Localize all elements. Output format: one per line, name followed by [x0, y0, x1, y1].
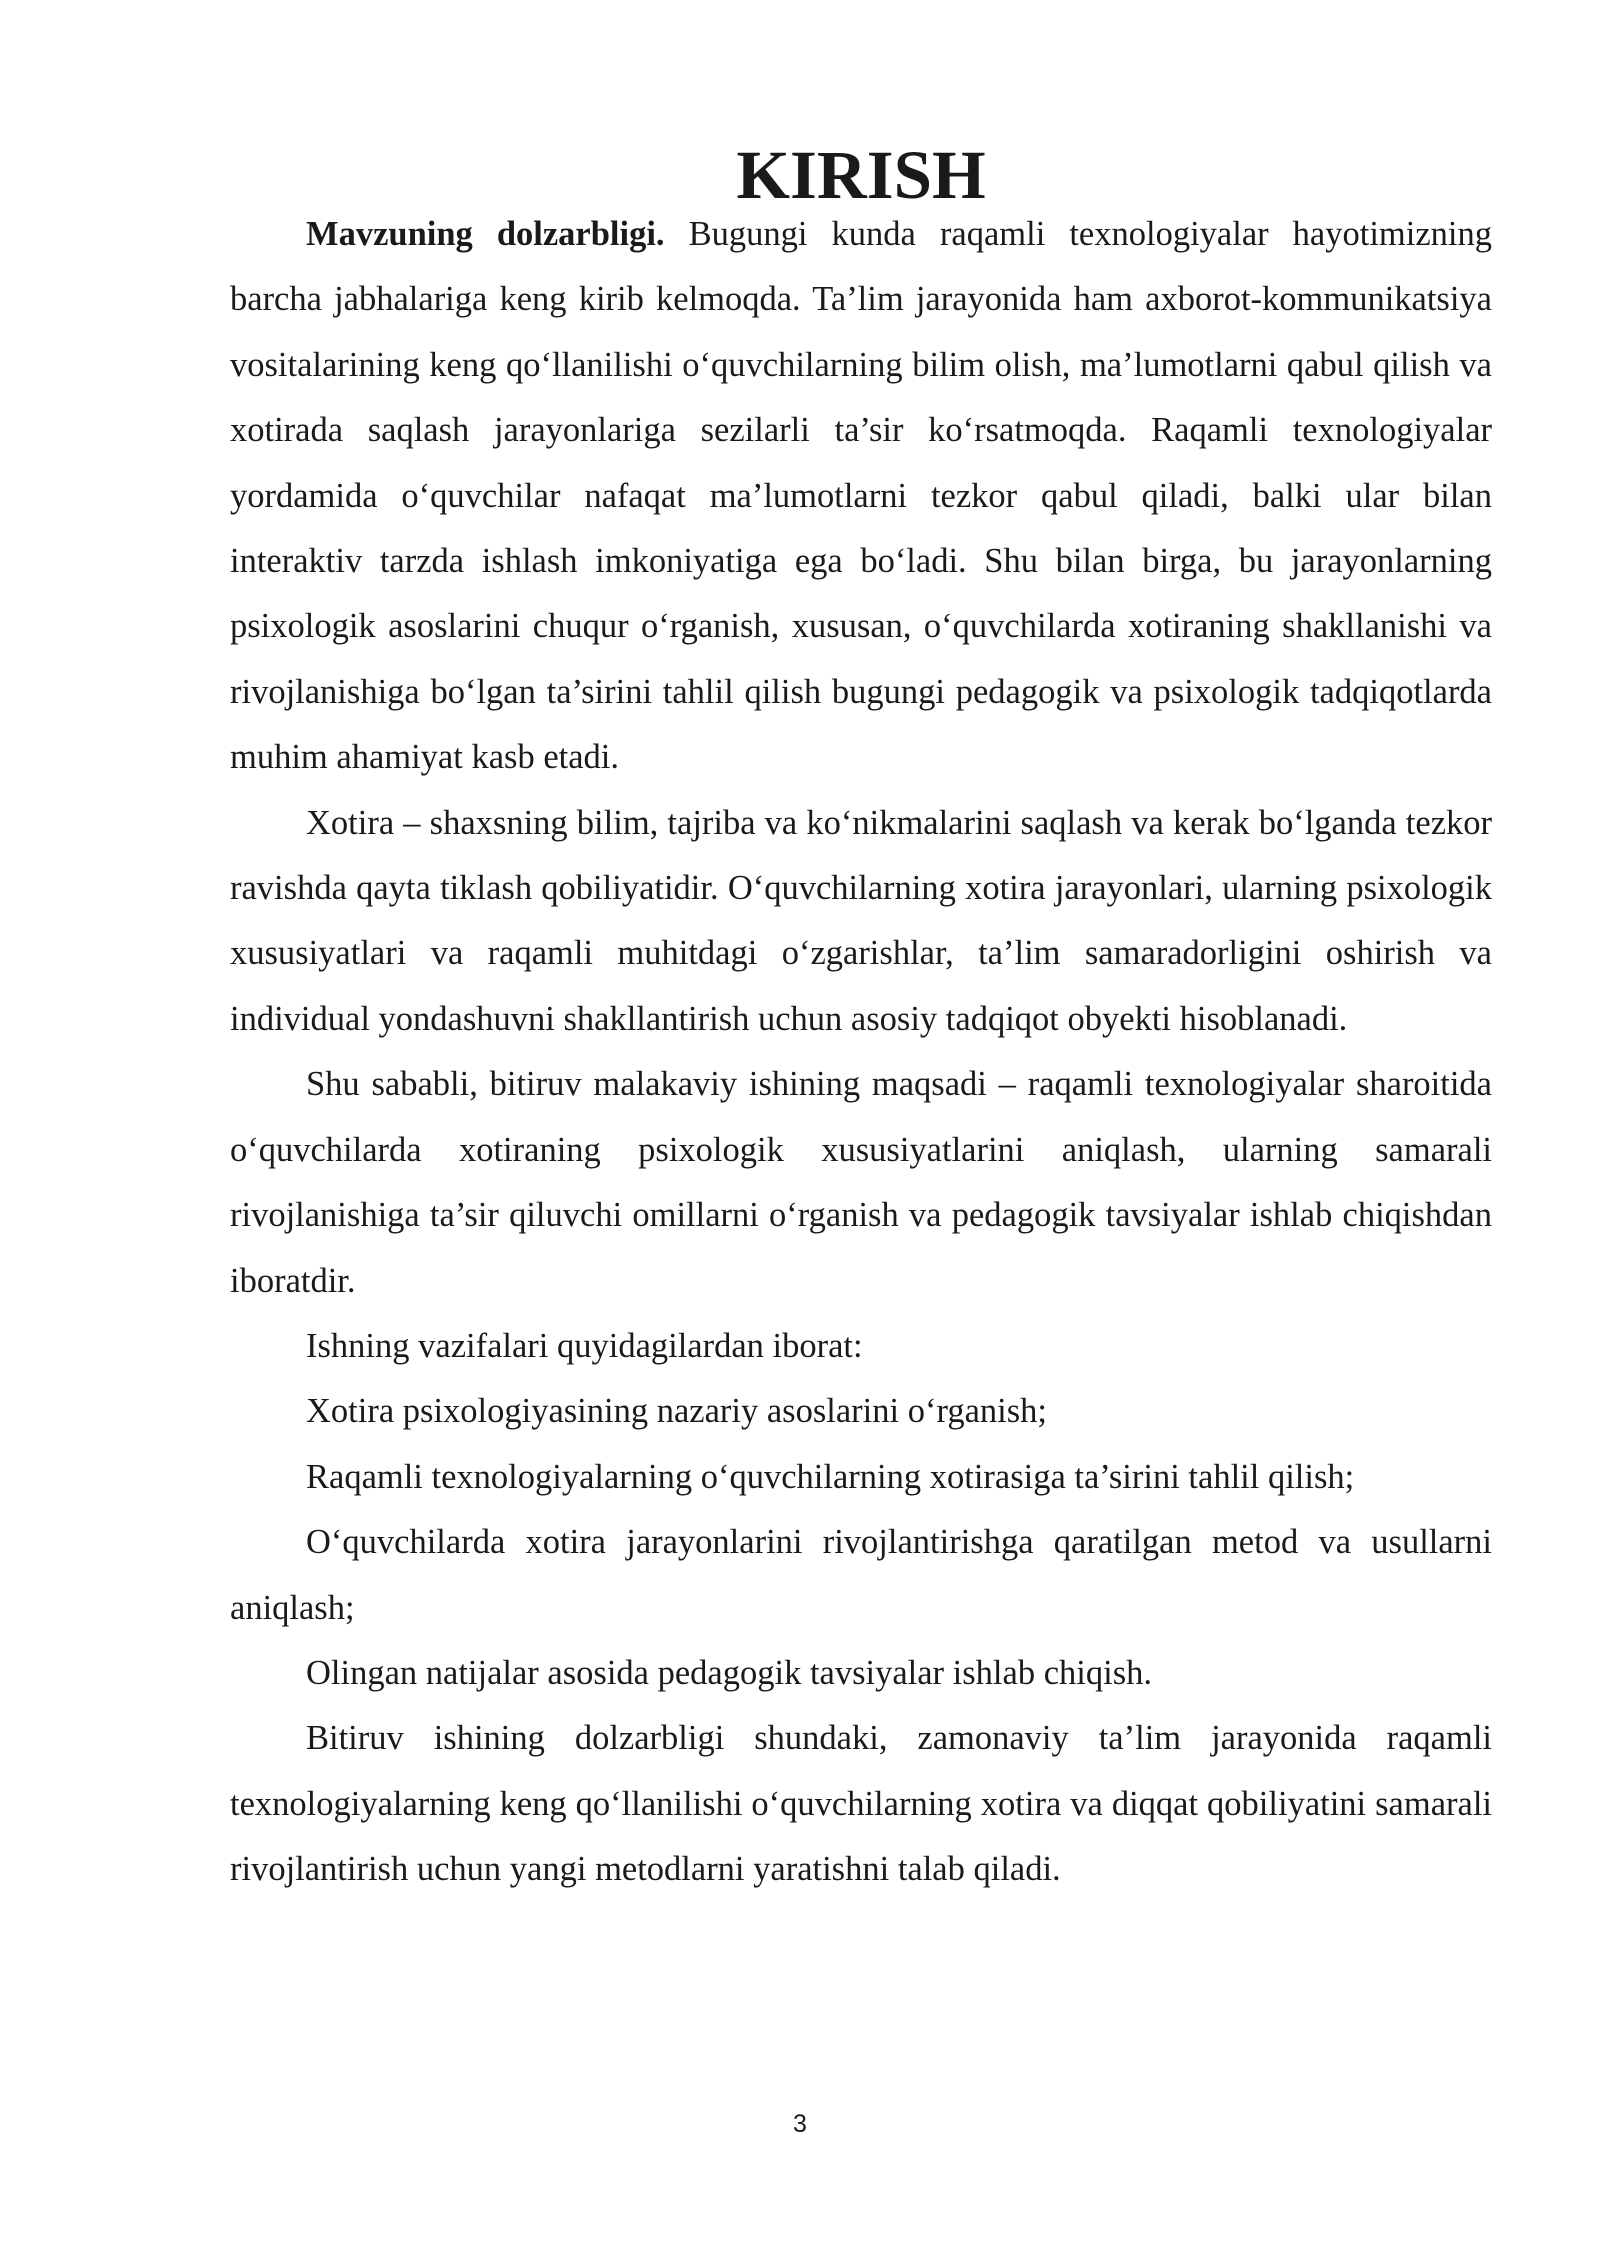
section-title: KIRISH [736, 137, 986, 213]
paragraph-lead: Mavzuning dolzarbligi. [306, 215, 665, 253]
paragraph-relevance [230, 202, 1492, 791]
paragraph-goal: Shu sababli, bitiruv malakaviy ishining maqsadi – raqamli texnologiyalar sharoitida o‘quvchilarda xotiraning psixologik xususiyatlarini aniqlash, ularning samarali rivojlanishiga ta’sir qiluvchi omillarni o‘rganish va pedagogik tavsiyalar ishlab chiqishdan iboratdir. [230, 1065, 1492, 1300]
task-item-2: Raqamli texnologiyalarning o‘quvchilarning xotirasiga ta’sirini tahlil qilish; [306, 1457, 1355, 1496]
task-item-3: O‘quvchilarda xotira jarayonlarini rivojlantirishga qaratilgan metod va usullarni aniqlash; [230, 1523, 1492, 1627]
task-item-1: Xotira psixologiyasining nazariy asoslarini o‘rganish; [306, 1392, 1047, 1431]
paragraph-tasks-intro: Ishning vazifalari quyidagilardan iborat: [306, 1326, 863, 1365]
page-number: 3 [793, 2110, 807, 2138]
paragraph-text: Bugungi kunda raqamli texnologiyalar hayotimizning barcha jabhalariga keng kirib kelmoqda. Ta’lim jarayonida ham axborot-kommunikatsiya vositalarining keng qo‘llanilishi o‘quvchilarning bilim olish, ma’lumotlarni qabul qilish va xotirada saqlash jarayonlariga sezilarli ta’sir ko‘rsatmoqda. Raqamli texnologiyalar yordamida o‘quvchilar nafaqat ma’lumotlarni tezkor qabul qiladi, balki ular bilan interaktiv tarzda ishlash imkoniyatiga ega bo‘ladi. Shu bilan birga, bu jarayonlarning psixologik asoslarini chuqur o‘rganish, xususan, o‘quvchilarda xotiraning shakllanishi va rivojlanishiga bo‘lgan ta’sirini tahlil qilish bugungi pedagogik va psixologik tadqiqotlarda muhim ahamiyat kasb etadi. [230, 215, 1492, 777]
task-item-4: Olingan natijalar asosida pedagogik tavsiyalar ishlab chiqish. [306, 1653, 1152, 1692]
paragraph-memory-definition: Xotira – shaxsning bilim, tajriba va ko‘nikmalarini saqlash va kerak bo‘lganda tezkor ravishda qayta tiklash qobiliyatidir. O‘quvchilarning xotira jarayonlari, ularning psixologik xususiyatlari va raqamli muhitdagi o‘zgarishlar, ta’lim samaradorligini oshirish va individual yondashuvni shakllantirish uchun asosiy tadqiqot obyekti hisoblanadi. [230, 803, 1492, 1038]
page-content [230, 137, 1492, 1903]
paragraph-conclusion: Bitiruv ishining dolzarbligi shundaki, zamonaviy ta’lim jarayonida raqamli texnologiyalarning keng qo‘llanilishi o‘quvchilarning xotira va diqqat qobiliyatini samarali rivojlantirish uchun yangi metodlarni yaratishni talab qiladi. [230, 1719, 1492, 1889]
